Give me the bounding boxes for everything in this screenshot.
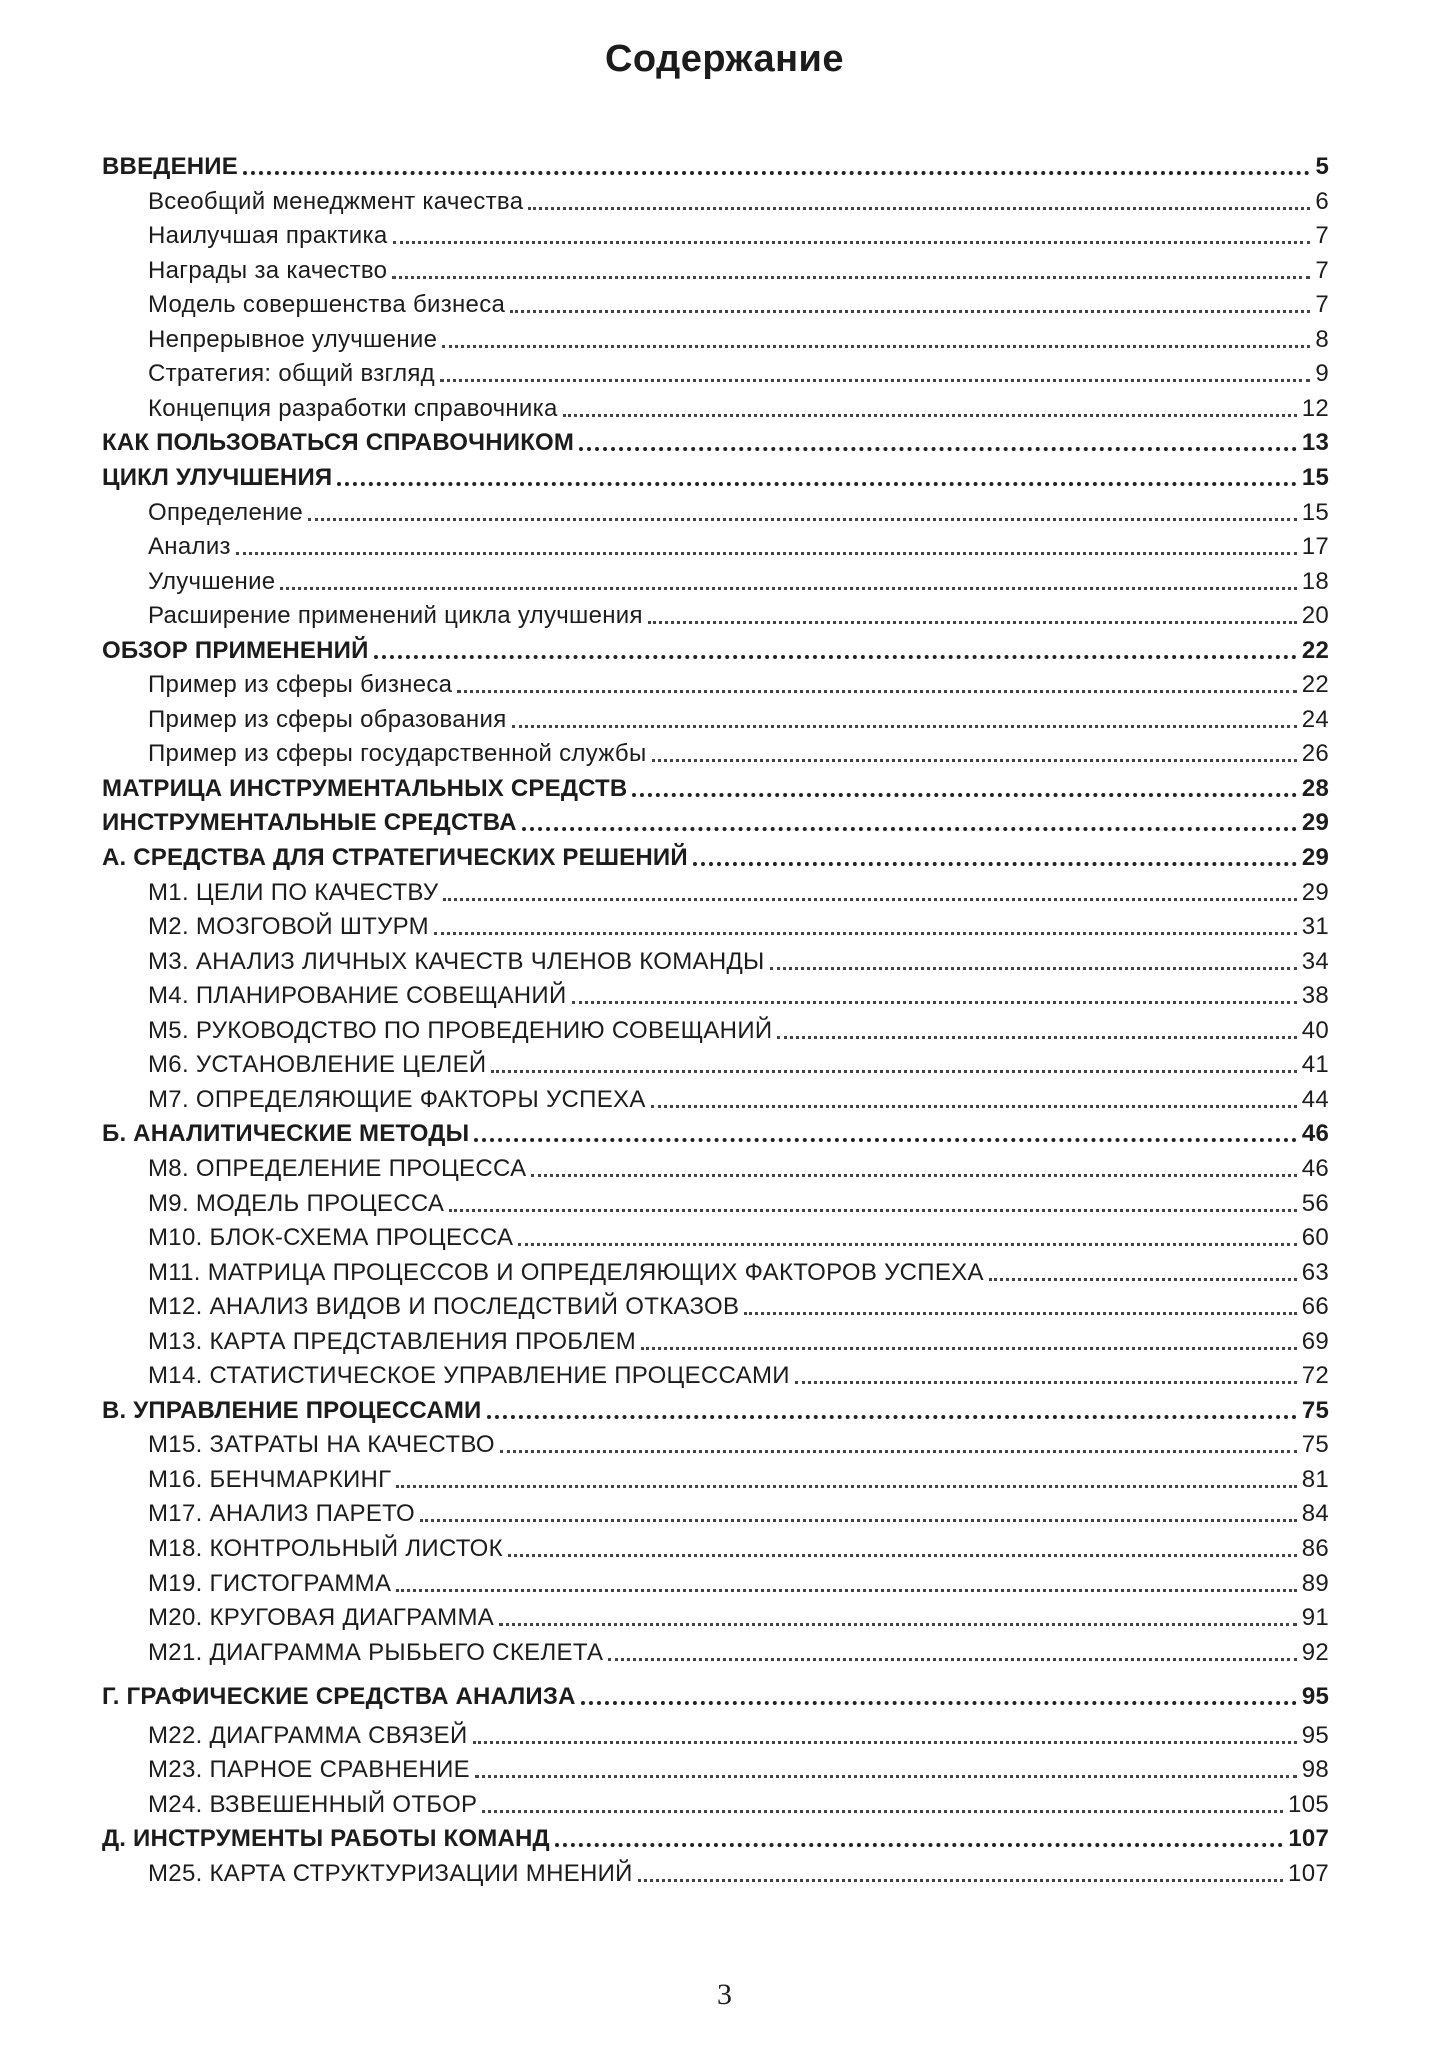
dot-leader (508, 1554, 1297, 1557)
toc-subsection-entry (148, 735, 1329, 769)
toc-section-entry (102, 1392, 1329, 1426)
toc-subsection-entry (148, 597, 1329, 631)
toc-entry-page: 5 (1315, 153, 1329, 180)
toc-entry-title: ЦИКЛ УЛУЧШЕНИЯ (102, 463, 333, 491)
toc-entry-title: Непрерывное улучшение (148, 325, 438, 353)
toc-entry-title: Г. ГРАФИЧЕСКИЕ СРЕДСТВА АНАЛИЗА (102, 1683, 576, 1711)
toc-subsection-entry (148, 1426, 1329, 1460)
toc-entry-page: 84 (1301, 1500, 1329, 1528)
dot-leader (770, 967, 1297, 970)
toc-entry-title: М22. ДИАГРАММА СВЯЗЕЙ (148, 1721, 468, 1749)
toc-section-entry (102, 1820, 1329, 1854)
dot-leader (744, 1312, 1296, 1315)
dot-leader (531, 1174, 1296, 1177)
toc-entry-page: 24 (1301, 705, 1329, 733)
toc-subsection-entry (148, 1786, 1329, 1820)
dot-leader (475, 1775, 1297, 1778)
toc-entry-page: 89 (1301, 1569, 1329, 1597)
toc-subsection-entry (148, 1081, 1329, 1115)
dot-leader (396, 1589, 1296, 1592)
toc-entry-page: 40 (1301, 1016, 1329, 1044)
dot-leader (989, 1278, 1297, 1281)
dot-leader (641, 1347, 1297, 1350)
toc-entry-page: 9 (1315, 360, 1329, 388)
dot-leader (243, 171, 1310, 175)
toc-subsection-entry (148, 286, 1329, 320)
toc-subsection-entry (148, 1634, 1329, 1668)
toc-entry-page: 28 (1301, 774, 1329, 802)
dot-leader (632, 793, 1296, 797)
dot-leader (777, 1036, 1296, 1039)
toc-entry-title: Модель совершенства бизнеса (148, 291, 506, 319)
dot-leader (499, 1623, 1297, 1626)
toc-entry-page: 91 (1301, 1604, 1329, 1632)
toc-subsection-entry (148, 1219, 1329, 1253)
toc-entry-page: 31 (1301, 913, 1329, 941)
toc-entry-title: Пример из сферы государственной службы (148, 740, 647, 768)
dot-leader (280, 587, 1296, 590)
toc-entry-title: М2. МОЗГОВОЙ ШТУРМ (148, 913, 429, 941)
dot-leader (442, 345, 1310, 348)
toc-entry-title: М20. КРУГОВАЯ ДИАГРАММА (148, 1604, 495, 1632)
toc-entry-page: 75 (1301, 1431, 1329, 1459)
toc-entry-title: Награды за качество (148, 256, 388, 284)
toc-entry-title: Стратегия: общий взгляд (148, 360, 435, 388)
toc-entry-title: М21. ДИАГРАММА РЫБЬЕГО СКЕЛЕТА (148, 1638, 604, 1666)
toc-entry-title: Анализ (148, 533, 231, 561)
toc-entry-page: 22 (1301, 636, 1329, 664)
toc-entry-page: 66 (1301, 1293, 1329, 1321)
toc-subsection-entry (148, 355, 1329, 389)
toc-entry-title: М12. АНАЛИЗ ВИДОВ И ПОСЛЕДСТВИЙ ОТКАЗОВ (148, 1293, 740, 1321)
toc-entry-title: М24. ВЗВЕШЕННЫЙ ОТБОР (148, 1790, 478, 1818)
toc-entry-page: 12 (1301, 394, 1329, 422)
toc-entry-page: 105 (1288, 1790, 1329, 1818)
dot-leader (555, 1843, 1284, 1847)
dot-leader (443, 898, 1296, 901)
dot-leader (487, 1415, 1297, 1419)
toc-entry-page: 15 (1301, 463, 1329, 491)
toc-subsection-entry (148, 977, 1329, 1011)
toc-subsection-entry (148, 1288, 1329, 1322)
dot-leader (449, 1209, 1296, 1212)
toc-entry-page: 95 (1301, 1683, 1329, 1711)
dot-leader (581, 1701, 1297, 1705)
toc-subsection-entry (148, 321, 1329, 355)
toc-subsection-entry (148, 252, 1329, 286)
toc-entry-page: 60 (1301, 1224, 1329, 1252)
toc-subsection-entry (148, 1357, 1329, 1391)
toc-subsection-entry (148, 1185, 1329, 1219)
toc-subsection-entry (148, 390, 1329, 424)
toc-entry-title: В. УПРАВЛЕНИЕ ПРОЦЕССАМИ (102, 1396, 482, 1424)
dot-leader (579, 447, 1297, 451)
dot-leader (518, 1243, 1296, 1246)
toc-subsection-entry (148, 217, 1329, 251)
toc-entry-title: М1. ЦЕЛИ ПО КАЧЕСТВУ (148, 878, 439, 906)
toc-entry-page: 29 (1301, 878, 1329, 906)
dot-leader (522, 827, 1297, 831)
dot-leader (572, 1001, 1297, 1004)
toc-entry-title: М17. АНАЛИЗ ПАРЕТО (148, 1500, 415, 1528)
toc-entry-page: 107 (1288, 1825, 1329, 1853)
toc-entry-page: 22 (1301, 671, 1329, 699)
toc-entry-title: Д. ИНСТРУМЕНТЫ РАБОТЫ КОМАНД (102, 1825, 550, 1853)
dot-leader (337, 482, 1297, 486)
toc-section-entry (102, 770, 1329, 804)
toc-entry-page: 44 (1301, 1085, 1329, 1113)
toc-entry-page: 29 (1301, 809, 1329, 837)
toc-subsection-entry (148, 1254, 1329, 1288)
toc-entry-title: Определение (148, 498, 304, 526)
toc-entry-title: ОБЗОР ПРИМЕНЕНИЙ (102, 636, 369, 664)
toc-entry-page: 13 (1301, 429, 1329, 457)
toc-entry-title: КАК ПОЛЬЗОВАТЬСЯ СПРАВОЧНИКОМ (102, 429, 575, 457)
toc-entry-title: М19. ГИСТОГРАММА (148, 1569, 392, 1597)
toc-entry-page: 86 (1301, 1535, 1329, 1562)
toc-entry-page: 20 (1301, 602, 1329, 630)
toc-subsection-entry (148, 1461, 1329, 1495)
toc-entry-page: 81 (1301, 1465, 1329, 1493)
toc-entry-title: Концепция разработки справочника (148, 394, 558, 422)
toc-entry-page: 56 (1301, 1189, 1329, 1217)
toc-entry-page: 69 (1301, 1327, 1329, 1355)
dot-leader (482, 1810, 1283, 1813)
toc-subsection-entry (148, 563, 1329, 597)
toc-subsection-entry (148, 1565, 1329, 1599)
toc-entry-page: 46 (1301, 1154, 1329, 1182)
toc-entry-title: М4. ПЛАНИРОВАНИЕ СОВЕЩАНИЙ (148, 982, 567, 1010)
toc-entry-page: 75 (1301, 1396, 1329, 1424)
dot-leader (563, 414, 1297, 417)
dot-leader (473, 1741, 1297, 1744)
toc-section-entry (102, 424, 1329, 458)
toc-entry-title: Б. АНАЛИТИЧЕСКИЕ МЕТОДЫ (102, 1120, 470, 1148)
toc-section-entry (102, 804, 1329, 838)
toc-entry-page: 41 (1301, 1051, 1329, 1079)
toc-subsection-entry (148, 1323, 1329, 1357)
toc-section-entry (102, 1678, 1329, 1712)
toc-entry-title: Пример из сферы бизнеса (148, 671, 453, 699)
toc-entry-page: 26 (1301, 740, 1329, 768)
toc-entry-title: М16. БЕНЧМАРКИНГ (148, 1465, 392, 1493)
toc-entry-page: 8 (1315, 325, 1329, 353)
dot-leader (608, 1658, 1296, 1661)
toc-subsection-entry (148, 1717, 1329, 1751)
toc-subsection-entry (148, 1530, 1329, 1564)
dot-leader (638, 1879, 1283, 1882)
toc-entry-page: 7 (1315, 256, 1329, 284)
toc-subsection-entry (148, 908, 1329, 942)
dot-leader (236, 552, 1297, 555)
toc-entry-title: МАТРИЦА ИНСТРУМЕНТАЛЬНЫХ СРЕДСТВ (102, 774, 628, 802)
toc-entry-page: 38 (1301, 982, 1329, 1010)
dot-leader (393, 241, 1311, 244)
toc-section-entry (102, 632, 1329, 666)
toc-subsection-entry (148, 943, 1329, 977)
toc-subsection-entry (148, 1599, 1329, 1633)
dot-leader (795, 1381, 1297, 1384)
toc-subsection-entry (148, 874, 1329, 908)
toc-section-entry (102, 459, 1329, 493)
dot-leader (396, 1485, 1296, 1488)
toc-subsection-entry (148, 1046, 1329, 1080)
dot-leader (491, 1070, 1296, 1073)
toc-entry-title: М5. РУКОВОДСТВО ПО ПРОВЕДЕНИЮ СОВЕЩАНИЙ (148, 1016, 773, 1044)
toc-entry-page: 95 (1301, 1721, 1329, 1749)
toc-section-entry (102, 839, 1329, 873)
dot-leader (420, 1519, 1297, 1522)
toc-subsection-entry (148, 528, 1329, 562)
toc-entry-title: М3. АНАЛИЗ ЛИЧНЫХ КАЧЕСТВ ЧЛЕНОВ КОМАНДЫ (148, 947, 765, 975)
dot-leader (500, 1450, 1297, 1453)
toc-entry-page: 92 (1301, 1638, 1329, 1666)
toc-subsection-entry (148, 666, 1329, 700)
toc-entry-title: М7. ОПРЕДЕЛЯЮЩИЕ ФАКТОРЫ УСПЕХА (148, 1085, 646, 1113)
dot-leader (440, 379, 1310, 382)
dot-leader (651, 1105, 1297, 1108)
dot-leader (374, 655, 1297, 659)
toc-entry-title: М10. БЛОК-СХЕМА ПРОЦЕССА (148, 1224, 514, 1252)
toc-entry-title: М23. ПАРНОЕ СРАВНЕНИЕ (148, 1756, 470, 1784)
toc-entry-page: 17 (1301, 533, 1329, 561)
toc-subsection-entry (148, 1150, 1329, 1184)
dot-leader (457, 690, 1296, 693)
toc-entry-title: М13. КАРТА ПРЕДСТАВЛЕНИЯ ПРОБЛЕМ (148, 1327, 636, 1355)
dot-leader (308, 518, 1297, 521)
toc-subsection-entry (148, 1495, 1329, 1529)
dot-leader (474, 1138, 1297, 1142)
dot-leader (652, 759, 1297, 762)
toc-entry-page: 7 (1315, 291, 1329, 319)
toc-entry-page: 7 (1315, 222, 1329, 250)
toc-entry-title: М9. МОДЕЛЬ ПРОЦЕССА (148, 1189, 445, 1217)
toc-subsection-entry (148, 183, 1329, 217)
toc-subsection-entry (148, 1855, 1329, 1889)
toc-entry-title: М15. ЗАТРАТЫ НА КАЧЕСТВО (148, 1431, 495, 1459)
toc-subsection-entry (148, 701, 1329, 735)
toc-entry-title: ВВЕДЕНИЕ (102, 153, 238, 180)
toc-entry-title: М8. ОПРЕДЕЛЕНИЕ ПРОЦЕССА (148, 1154, 527, 1182)
page-title: Содержание (604, 38, 845, 80)
toc-entry-title: М14. СТАТИСТИЧЕСКОЕ УПРАВЛЕНИЕ ПРОЦЕССАМИ (148, 1362, 790, 1390)
toc-entry-title: М11. МАТРИЦА ПРОЦЕССОВ И ОПРЕДЕЛЯЮЩИХ ФАКТОРОВ УСПЕХА (148, 1258, 984, 1286)
toc-entry-page: 46 (1301, 1120, 1329, 1148)
dot-leader (510, 310, 1310, 313)
toc-entry-page: 6 (1315, 187, 1329, 215)
toc-subsection-entry (148, 1751, 1329, 1785)
dot-leader (693, 862, 1297, 866)
dot-leader (434, 932, 1297, 935)
toc-entry-title: Улучшение (148, 567, 276, 595)
page-number: 3 (717, 1978, 732, 2011)
toc-subsection-entry (148, 494, 1329, 528)
dot-leader (512, 725, 1297, 728)
dot-leader (528, 207, 1310, 210)
toc-entry-page: 72 (1301, 1362, 1329, 1390)
toc-entry-page: 15 (1301, 498, 1329, 526)
toc-entry-page: 34 (1301, 947, 1329, 975)
toc-entry-page: 18 (1301, 567, 1329, 595)
toc-section-entry (102, 148, 1329, 182)
toc-entry-title: Всеобщий менеджмент качества (148, 187, 524, 215)
toc-entry-title: А. СРЕДСТВА ДЛЯ СТРАТЕГИЧЕСКИХ РЕШЕНИЙ (102, 844, 688, 871)
toc-entry-page: 98 (1301, 1756, 1329, 1784)
toc-entry-title: М18. КОНТРОЛЬНЫЙ ЛИСТОК (148, 1535, 503, 1562)
toc-entry-title: М6. УСТАНОВЛЕНИЕ ЦЕЛЕЙ (148, 1051, 487, 1079)
toc-entry-title: Расширение применений цикла улучшения (148, 602, 643, 630)
dot-leader (392, 276, 1310, 279)
toc-section-entry (102, 1115, 1329, 1149)
toc-entry-title: Наилучшая практика (148, 222, 388, 250)
toc-subsection-entry (148, 1012, 1329, 1046)
toc-entry-title: ИНСТРУМЕНТАЛЬНЫЕ СРЕДСТВА (102, 809, 517, 837)
toc-entry-page: 29 (1301, 844, 1329, 871)
toc-entry-title: Пример из сферы образования (148, 705, 507, 733)
toc-entry-title: М25. КАРТА СТРУКТУРИЗАЦИИ МНЕНИЙ (148, 1859, 633, 1887)
dot-leader (648, 621, 1297, 624)
toc-entry-page: 107 (1288, 1859, 1329, 1887)
toc-entry-page: 63 (1301, 1258, 1329, 1286)
